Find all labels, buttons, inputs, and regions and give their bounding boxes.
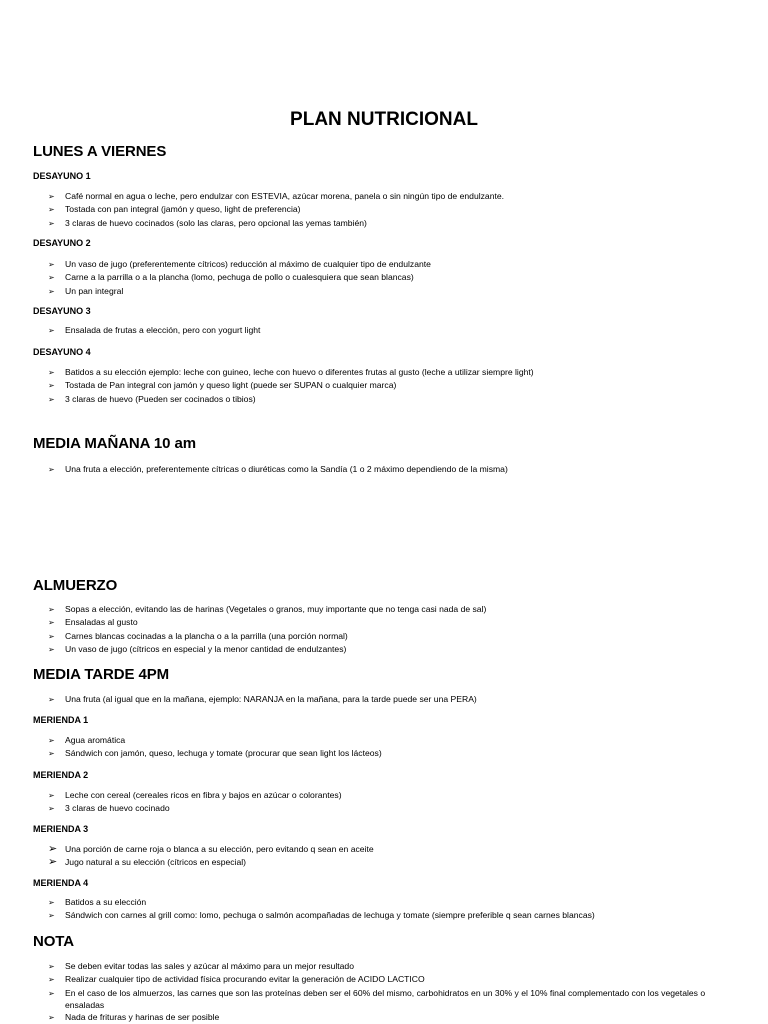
list-item: ➢ Carne a la parrilla o a la plancha (lomo, pechuga de pollo o cualesquiera que sean blancas) bbox=[48, 271, 748, 284]
list-item: ➢ Se deben evitar todas las sales y azúcar al máximo para un mejor resultado bbox=[48, 960, 738, 973]
list-item: ➢ Leche con cereal (cereales ricos en fibra y bajos en azúcar o colorantes) bbox=[48, 789, 748, 802]
arrow-bullet-icon: ➢ bbox=[48, 631, 55, 641]
list-item: ➢ Café normal en agua o leche, pero endulzar con ESTEVIA, azúcar morena, panela o sin ningún tipo de endulzante. bbox=[48, 190, 748, 203]
subheading-merienda-1: MERIENDA 1 bbox=[33, 715, 89, 725]
arrow-bullet-icon: ➢ bbox=[48, 645, 55, 655]
list-item: ➢ Batidos a su elección bbox=[48, 896, 748, 909]
list-item: ➢ Un pan integral bbox=[48, 285, 748, 298]
arrow-bullet-icon: ➢ bbox=[48, 368, 55, 377]
page-title: PLAN NUTRICIONAL bbox=[290, 109, 478, 130]
arrow-bullet-icon: ➢ bbox=[48, 898, 55, 907]
section-heading-lunes-a-viernes: LUNES A VIERNES bbox=[33, 143, 167, 160]
arrow-bullet-icon: ➢ bbox=[48, 218, 55, 228]
arrow-bullet-icon: ➢ bbox=[48, 205, 55, 215]
list-item: ➢ Realizar cualquier tipo de actividad física procurando evitar la generación de ACIDO LACTICO bbox=[48, 973, 738, 986]
section-heading-nota: NOTA bbox=[33, 933, 74, 950]
list-item: ➢ Sándwich con carnes al grill como: lomo, pechuga o salmón acompañadas de lechuga y tomate (siempre preferible q sean carnes blancas) bbox=[48, 909, 748, 922]
media-tarde-list bbox=[48, 693, 748, 706]
arrow-bullet-icon: ➢ bbox=[48, 856, 58, 869]
desayuno-3-list bbox=[48, 324, 748, 337]
section-heading-media-manana: MEDIA MAÑANA 10 am bbox=[33, 435, 196, 452]
list-item: ➢ Una porción de carne roja o blanca a su elección, pero evitando q sean en aceite bbox=[48, 843, 374, 855]
list-item: ➢ Batidos a su elección ejemplo: leche con guineo, leche con huevo o diferentes frutas al gusto (leche a utilizar siempre light) bbox=[48, 366, 748, 379]
arrow-bullet-icon: ➢ bbox=[48, 618, 55, 628]
section-heading-almuerzo: ALMUERZO bbox=[33, 577, 118, 594]
list-item: ➢ Sopas a elección, evitando las de harinas (Vegetales o granos, muy importante que no tenga casi nada de sal) bbox=[48, 603, 748, 616]
arrow-bullet-icon: ➢ bbox=[48, 988, 55, 998]
almuerzo-list bbox=[48, 603, 748, 657]
list-item: ➢ 3 claras de huevo cocinado bbox=[48, 802, 748, 815]
list-item: ➢ Tostada de Pan integral con jamón y queso light (puede ser SUPAN o cualquier marca) bbox=[48, 379, 748, 392]
subheading-merienda-4: MERIENDA 4 bbox=[33, 878, 89, 888]
arrow-bullet-icon: ➢ bbox=[48, 791, 55, 800]
subheading-desayuno-1: DESAYUNO 1 bbox=[33, 171, 91, 181]
arrow-bullet-icon: ➢ bbox=[48, 465, 55, 474]
subheading-desayuno-3: DESAYUNO 3 bbox=[33, 306, 91, 316]
arrow-bullet-icon: ➢ bbox=[48, 804, 55, 814]
list-item: ➢ Agua aromática bbox=[48, 734, 748, 747]
list-item: ➢ Nada de frituras y harinas de ser posible bbox=[48, 1011, 738, 1024]
arrow-bullet-icon: ➢ bbox=[48, 381, 55, 391]
merienda-4-list bbox=[48, 896, 748, 923]
list-item: ➢ Un vaso de jugo (preferentemente cítricos) reducción al máximo de cualquier tipo de endulzante bbox=[48, 258, 748, 271]
section-heading-media-tarde: MEDIA TARDE 4PM bbox=[33, 666, 170, 683]
desayuno-4-list bbox=[48, 366, 748, 406]
list-item: ➢ Ensalada de frutas a elección, pero con yogurt light bbox=[48, 324, 748, 337]
list-item: ➢ Una fruta (al igual que en la mañana, ejemplo: NARANJA en la mañana, para la tarde puede ser una PERA) bbox=[48, 693, 748, 706]
arrow-bullet-icon: ➢ bbox=[48, 962, 55, 971]
list-item: ➢ En el caso de los almuerzos, las carnes que son las proteínas deben ser el 60% del mismo, carbohidratos en un 30% y el 10% final complementado con los vegetales o ensaladas bbox=[48, 987, 706, 1010]
merienda-3-list bbox=[48, 843, 748, 870]
subheading-desayuno-2: DESAYUNO 2 bbox=[33, 238, 91, 248]
arrow-bullet-icon: ➢ bbox=[48, 736, 55, 745]
desayuno-1-list bbox=[48, 190, 748, 230]
arrow-bullet-icon: ➢ bbox=[48, 260, 55, 269]
arrow-bullet-icon: ➢ bbox=[48, 749, 55, 759]
list-item: ➢ Un vaso de jugo (cítricos en especial y la menor cantidad de endulzantes) bbox=[48, 643, 748, 656]
nota-list bbox=[48, 960, 738, 1024]
arrow-bullet-icon: ➢ bbox=[48, 695, 55, 704]
merienda-1-list bbox=[48, 734, 748, 761]
arrow-bullet-icon: ➢ bbox=[48, 286, 55, 296]
arrow-bullet-icon: ➢ bbox=[48, 192, 55, 201]
arrow-bullet-icon: ➢ bbox=[48, 605, 55, 614]
arrow-bullet-icon: ➢ bbox=[48, 394, 55, 404]
arrow-bullet-icon: ➢ bbox=[48, 1012, 55, 1022]
list-item: ➢ Una fruta a elección, preferentemente cítricas o diuréticas como la Sandía (1 o 2 máximo dependiendo de la misma) bbox=[48, 463, 748, 476]
list-item: ➢ Ensaladas al gusto bbox=[48, 616, 748, 629]
list-item: ➢ Sándwich con jamón, queso, lechuga y tomate (procurar que sean light los lácteos) bbox=[48, 747, 748, 760]
media-manana-list bbox=[48, 463, 748, 476]
arrow-bullet-icon: ➢ bbox=[48, 911, 55, 921]
list-item: ➢ 3 claras de huevo (Pueden ser cocinados o tibios) bbox=[48, 393, 748, 406]
desayuno-2-list bbox=[48, 258, 748, 298]
arrow-bullet-icon: ➢ bbox=[48, 326, 55, 335]
merienda-2-list bbox=[48, 789, 748, 816]
list-item: ➢ Jugo natural a su elección (cítricos en especial) bbox=[48, 856, 247, 869]
arrow-bullet-icon: ➢ bbox=[48, 273, 55, 283]
subheading-merienda-3: MERIENDA 3 bbox=[33, 824, 89, 834]
arrow-bullet-icon: ➢ bbox=[48, 975, 55, 985]
list-item: ➢ 3 claras de huevo cocinados (solo las claras, pero opcional las yemas también) bbox=[48, 217, 748, 230]
list-item: ➢ Carnes blancas cocinadas a la plancha o a la parrilla (una porción normal) bbox=[48, 630, 748, 643]
subheading-merienda-2: MERIENDA 2 bbox=[33, 770, 89, 780]
subheading-desayuno-4: DESAYUNO 4 bbox=[33, 347, 91, 357]
arrow-bullet-icon: ➢ bbox=[48, 843, 58, 855]
list-item: ➢ Tostada con pan integral (jamón y queso, light de preferencia) bbox=[48, 203, 748, 216]
